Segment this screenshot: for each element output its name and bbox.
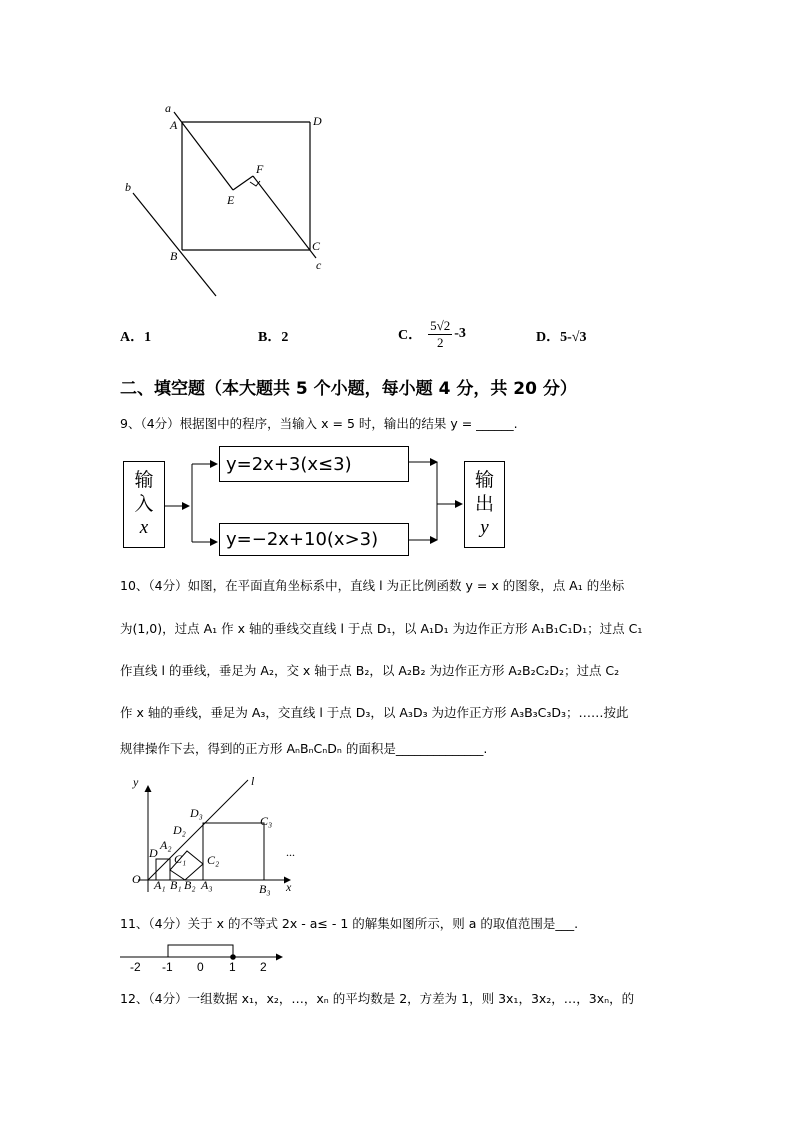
choice-d-value: 5-√3 bbox=[560, 330, 587, 345]
question-10-line3: 作直线 l 的垂线，垂足为 A₂，交 x 轴于点 B₂，以 A₂B₂ 为边作正方形 A₂B₂C₂D₂；过点 C₂ bbox=[120, 663, 620, 678]
question-11-text: 11、（4分）关于 x 的不等式 2x - a≤ - 1 的解集如图所示，则 a 的取值范围是___. bbox=[120, 916, 579, 931]
flow-input-box bbox=[123, 461, 165, 548]
fig10-label-l: l bbox=[251, 774, 255, 788]
fig10-label-c3: C₃ bbox=[260, 814, 273, 828]
question-9-text: 9、（4分）根据图中的程序，当输入 x = 5 时，输出的结果 y = ______. bbox=[120, 416, 518, 431]
flow-arrows bbox=[160, 450, 470, 560]
fig10-label-a3: A₃ bbox=[201, 878, 213, 892]
segment-ef bbox=[233, 176, 253, 190]
fig10-label-y: y bbox=[133, 775, 139, 789]
label-C: C bbox=[312, 239, 321, 253]
choice-c[interactable] bbox=[398, 316, 466, 352]
question-10-line4: 作 x 轴的垂线，垂足为 A₃，交直线 l 于点 D₃，以 A₃D₃ 为边作正方形 A₃B₃C₃D₃；……按此 bbox=[120, 705, 629, 720]
fig10-label-b3: B₃ bbox=[259, 882, 271, 896]
choice-c-letter: C． bbox=[398, 328, 423, 343]
choice-b-letter: B． bbox=[258, 330, 282, 345]
flow-output-var: y bbox=[480, 517, 489, 538]
square-3 bbox=[203, 823, 264, 880]
choice-a-letter: A． bbox=[120, 330, 145, 345]
flow-output-line1: 输 bbox=[474, 469, 494, 491]
solution-set-bracket bbox=[168, 945, 233, 957]
fig10-label-x: x bbox=[286, 880, 292, 894]
line-a bbox=[174, 112, 233, 190]
square-geometry-figure bbox=[110, 95, 340, 300]
choice-c-denominator: 2 bbox=[436, 334, 444, 350]
label-A: A bbox=[170, 118, 178, 132]
choice-d-letter: D． bbox=[536, 330, 561, 345]
section-2-title: 二、填空题（本大题共 5 个小题，每小题 4 分，共 20 分） bbox=[120, 379, 577, 399]
label-b: b bbox=[125, 180, 131, 194]
question-10-line2: 为(1,0)，过点 A₁ 作 x 轴的垂线交直线 l 于点 D₁，以 A₁D₁ 为边作正方形 A₁B₁C₁D₁；过点 C₁ bbox=[120, 621, 643, 636]
fig10-label-b2: B₂ bbox=[184, 878, 196, 892]
tick-label-neg2: -2 bbox=[130, 960, 141, 974]
tick-label-2: 2 bbox=[260, 960, 267, 974]
label-a: a bbox=[165, 101, 171, 115]
fig10-label-d: D bbox=[149, 846, 158, 860]
fig10-label-c1: C₁ bbox=[174, 852, 187, 866]
fig10-label-o: O bbox=[132, 872, 141, 886]
label-D: D bbox=[313, 114, 322, 128]
fig10-label-b1: B₁ bbox=[170, 878, 182, 892]
line-c bbox=[253, 176, 316, 258]
fig10-label-a2: A₂ bbox=[160, 838, 172, 852]
choice-b-value: 2 bbox=[281, 330, 289, 345]
line-b bbox=[133, 193, 216, 296]
fig10-label-d3: D₃ bbox=[190, 806, 203, 820]
label-E: E bbox=[227, 193, 235, 207]
choice-b[interactable] bbox=[258, 326, 288, 346]
flow-output-box bbox=[464, 461, 505, 548]
fig10-label-d2: D₂ bbox=[173, 823, 186, 837]
coordinate-squares-figure bbox=[125, 770, 300, 895]
choice-c-suffix: -3 bbox=[454, 326, 466, 341]
tick-label-1: 1 bbox=[229, 960, 236, 974]
label-B: B bbox=[170, 249, 178, 263]
choice-c-fraction bbox=[428, 318, 452, 351]
fig10-label-a1: A₁ bbox=[154, 878, 166, 892]
flow-output-line2: 出 bbox=[474, 493, 494, 515]
label-c: c bbox=[316, 258, 322, 272]
right-angle-mark bbox=[250, 181, 260, 186]
choice-a-value: 1 bbox=[144, 330, 152, 345]
tick-label-0: 0 bbox=[197, 960, 204, 974]
tick-label-neg1: -1 bbox=[162, 960, 173, 974]
flow-input-line1: 输 bbox=[134, 469, 154, 491]
line-l bbox=[148, 780, 248, 880]
question-10-line5: 规律操作下去，得到的正方形 AₙBₙCₙDₙ 的面积是______________. bbox=[120, 741, 488, 756]
flow-branch2-box: y=−2x+10(x>3) bbox=[219, 523, 409, 556]
label-F: F bbox=[256, 162, 264, 176]
solution-endpoint-dot bbox=[230, 954, 236, 960]
question-10-line1: 10、（4分）如图，在平面直角坐标系中，直线 l 为正比例函数 y = x 的图象，点 A₁ 的坐标 bbox=[120, 578, 625, 593]
flow-input-var: x bbox=[139, 517, 149, 538]
flow-branch1-box: y=2x+3(x≤3) bbox=[219, 446, 409, 482]
fig10-label-dots: ... bbox=[286, 845, 295, 859]
flow-input-line2: 入 bbox=[134, 493, 154, 515]
fig10-label-c2: C₂ bbox=[207, 853, 220, 867]
choice-c-numerator: 5√2 bbox=[430, 317, 451, 333]
choice-d[interactable] bbox=[536, 326, 586, 346]
question-12-text: 12、（4分）一组数据 x₁，x₂，…，xₙ 的平均数是 2，方差为 1，则 3x₁，3x₂，…，3xₙ，的 bbox=[120, 991, 635, 1006]
choice-a[interactable] bbox=[120, 326, 151, 346]
